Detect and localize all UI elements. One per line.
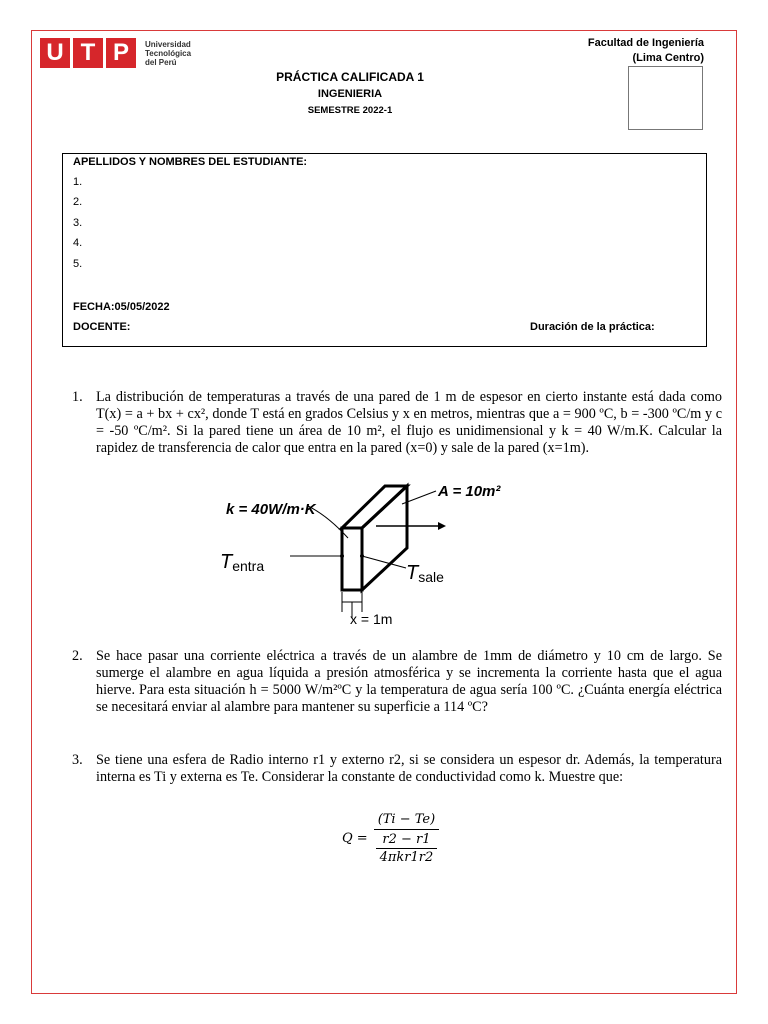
heat-formula [342, 812, 439, 865]
logo-letter-p: P [106, 38, 136, 68]
t-out-subscript: sale [418, 569, 444, 585]
student-row-1: 1. [73, 176, 83, 188]
formula-lhs: Q = [342, 831, 368, 846]
problem-3 [72, 752, 722, 786]
t-out-point [360, 554, 364, 558]
t-out-label [406, 562, 444, 585]
student-row-2: 2. [73, 196, 83, 208]
logo-letter-t: T [73, 38, 103, 68]
campus-name: (Lima Centro) [632, 52, 704, 64]
formula-denominator [374, 829, 439, 865]
t-in-subscript: entra [232, 558, 265, 574]
wall-top-face [342, 486, 407, 528]
exam-semester: SEMESTRE 2022-1 [307, 105, 393, 116]
student-row-3: 3. [73, 217, 83, 229]
t-in-point [340, 554, 344, 558]
wall-front-face [342, 528, 362, 590]
t-in-label [220, 551, 264, 574]
logo-text-line: del Perú [145, 57, 177, 67]
formula-fraction [374, 812, 439, 865]
formula-numerator: (Ti − Te) [377, 812, 436, 827]
student-row-5: 5. [73, 258, 83, 270]
formula-denominator-bottom: 4πkr1r2 [376, 848, 438, 865]
k-label: k = 40W/m·K [226, 501, 316, 518]
faculty-label [588, 36, 704, 66]
problem-text: Se hace pasar una corriente eléctrica a través de un alambre de 1mm de diámetro y 10 cm de largo. Se sumerge el alambre en agua líquida a presión atmosférica y se incrementa la corriente hasta que el agua hierve. Para esta situación h = 5000 W/m²ºC y la temperatura de agua sería 100 ºC. ¿Cuánta energía eléctrica se necesitará enviar al alambre para mantener su superficie a 114 ºC? [96, 648, 722, 715]
exam-date: FECHA:05/05/2022 [73, 301, 170, 313]
formula-denominator-top: r2 − r1 [382, 832, 431, 847]
t-out-symbol: T [406, 562, 419, 584]
problem-2 [72, 648, 722, 716]
exam-subtitle: INGENIERIA [317, 88, 383, 100]
student-names-label: APELLIDOS Y NOMBRES DEL ESTUDIANTE: [73, 156, 308, 168]
t-in-symbol: T [220, 551, 233, 573]
exam-title: PRÁCTICA CALIFICADA 1 [276, 70, 424, 84]
student-info-box [62, 153, 707, 347]
wall-diagram [210, 476, 510, 631]
faculty-name: Facultad de Ingeniería [587, 37, 704, 49]
problem-text: Se tiene una esfera de Radio interno r1 y externo r2, si se considera un espesor dr. Además, la temperatura interna es Ti y externa es Te. Considerar la constante de conductividad como k. Muestre que: [96, 752, 722, 785]
utp-logo [40, 38, 191, 68]
problem-number: 3. [72, 752, 83, 768]
t-out-leader-line [362, 556, 406, 568]
duration-label: Duración de la práctica: [530, 321, 655, 333]
teacher-label: DOCENTE: [73, 321, 131, 333]
problem-1 [72, 389, 722, 457]
logo-university-text [145, 40, 191, 67]
problem-number: 2. [72, 648, 83, 664]
logo-text-line: Universidad [145, 39, 191, 49]
student-row-4: 4. [73, 237, 83, 249]
x-dimension-label: x = 1m [350, 611, 393, 627]
area-label: A = 10m² [438, 483, 501, 500]
problem-text: La distribución de temperaturas a través de una pared de 1 m de espesor en cierto instante está dada como T(x) = a + bx + cx², donde T está en grados Celsius y x en metros, mientras que a = 900 ºC, b = -300 ºC/m y c = -50 ºC/m². Si la pared tiene un área de 10 m², el flujo es unidimensional y k = 40 W/m.K. Calcular la rapidez de transferencia de calor que entra en la pared (x=0) y sale de la pared (x=1m). [96, 389, 722, 456]
logo-text-line: Tecnológica [145, 48, 192, 58]
logo-letter-u: U [40, 38, 70, 68]
problem-number: 1. [72, 389, 83, 405]
heat-flow-arrowhead [438, 522, 446, 530]
